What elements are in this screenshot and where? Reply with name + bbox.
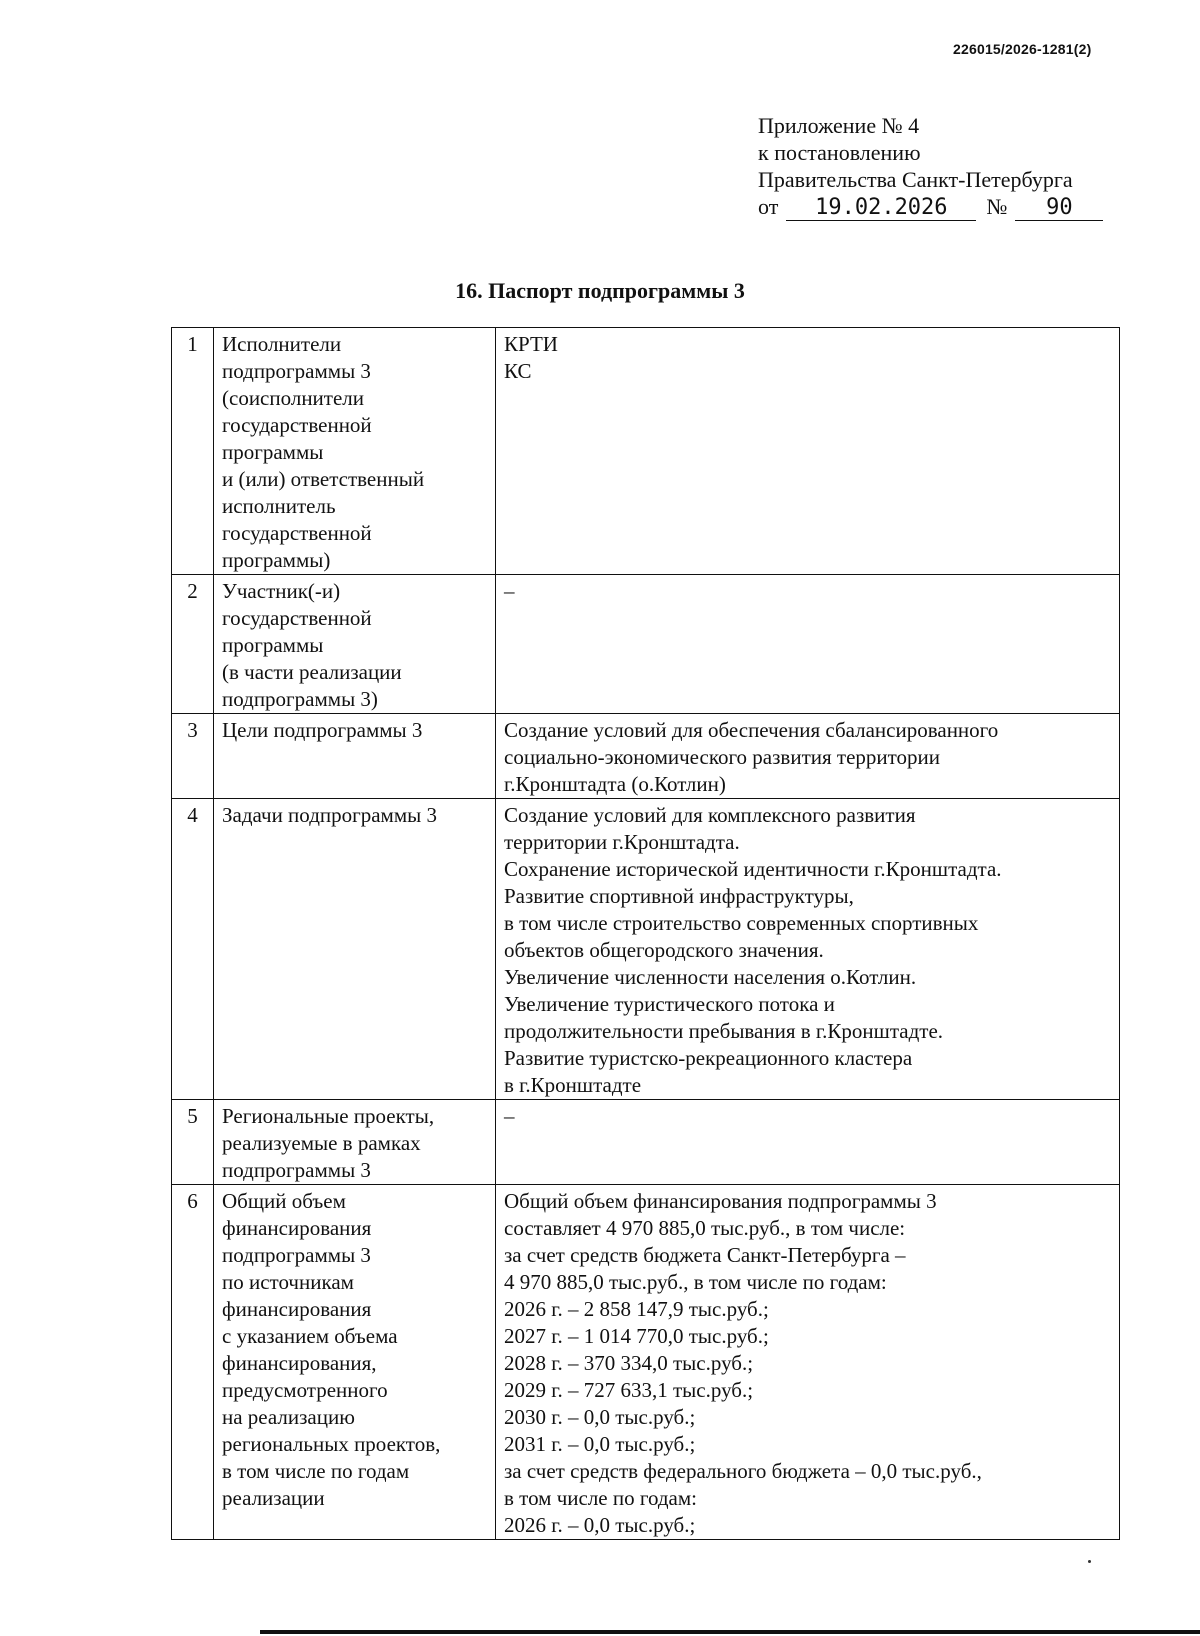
value-line: составляет 4 970 885,0 тыс.руб., в том числе: (504, 1216, 906, 1240)
row-label (214, 1185, 496, 1540)
label-line: подпрограммы 3 (222, 1158, 371, 1182)
appendix-line-1: Приложение № 4 (758, 113, 920, 138)
label-line: программы) (222, 548, 331, 572)
row-number: 1 (172, 328, 214, 575)
value-line: Создание условий для обеспечения сбалансированного (504, 718, 999, 742)
row-number: 5 (172, 1100, 214, 1185)
value-line: – (504, 1104, 515, 1128)
value-line: 2028 г. – 370 334,0 тыс.руб.; (504, 1351, 754, 1375)
label-line: подпрограммы 3) (222, 687, 378, 711)
label-line: реализуемые в рамках (222, 1131, 421, 1155)
value-line: Увеличение туристического потока и (504, 992, 835, 1016)
row-label (214, 799, 496, 1100)
value-line: КРТИ (504, 332, 558, 356)
row-label (214, 1100, 496, 1185)
label-line: региональных проектов, (222, 1432, 441, 1456)
value-line: 2029 г. – 727 633,1 тыс.руб.; (504, 1378, 754, 1402)
decree-number: 90 (1015, 196, 1103, 221)
value-line: социально-экономического развития территории (504, 745, 941, 769)
label-line: в том числе по годам (222, 1459, 410, 1483)
label-line: Исполнители (222, 332, 342, 356)
label-line: программы (222, 633, 324, 657)
value-line: 4 970 885,0 тыс.руб., в том числе по годам: (504, 1270, 887, 1294)
label-line: финансирования (222, 1216, 372, 1240)
appendix-header (758, 112, 1103, 221)
label-line: с указанием объема (222, 1324, 398, 1348)
row-label (214, 328, 496, 575)
label-line: Региональные проекты, (222, 1104, 435, 1128)
label-line: программы (222, 440, 324, 464)
label-line: финансирования (222, 1297, 372, 1321)
row-number: 6 (172, 1185, 214, 1540)
value-line: территории г.Кронштадта. (504, 830, 740, 854)
label-line: государственной (222, 606, 372, 630)
value-line: 2026 г. – 0,0 тыс.руб.; (504, 1513, 696, 1537)
value-line: за счет средств бюджета Санкт-Петербурга – (504, 1243, 906, 1267)
page-title: 16. Паспорт подпрограммы 3 (455, 278, 745, 303)
value-line: объектов общегородского значения. (504, 938, 824, 962)
value-line: Сохранение исторической идентичности г.Кронштадта. (504, 857, 1002, 881)
label-line: (соисполнители (222, 386, 365, 410)
row-number: 2 (172, 575, 214, 714)
row-value (496, 799, 1120, 1100)
table-row (172, 1100, 1120, 1185)
value-line: Создание условий для комплексного развития (504, 803, 916, 827)
label-line: и (или) ответственный (222, 467, 425, 491)
row-number: 3 (172, 714, 214, 799)
appendix-line-2: к постановлению (758, 140, 921, 165)
decree-date: 19.02.2026 (786, 196, 976, 221)
label-line: реализации (222, 1486, 325, 1510)
table-row (172, 1185, 1120, 1540)
number-label: № (986, 194, 1008, 219)
row-value (496, 1100, 1120, 1185)
value-line: Развитие спортивной инфраструктуры, (504, 884, 854, 908)
label-line: Общий объем (222, 1189, 346, 1213)
value-line: – (504, 579, 515, 603)
value-line: за счет средств федерального бюджета – 0,0 тыс.руб., (504, 1459, 982, 1483)
value-line: продолжительности пребывания в г.Кронштадте. (504, 1019, 944, 1043)
label-line: финансирования, (222, 1351, 377, 1375)
value-line: в г.Кронштадте (504, 1073, 642, 1097)
value-line: Общий объем финансирования подпрограммы 3 (504, 1189, 937, 1213)
row-value (496, 328, 1120, 575)
table-row (172, 714, 1120, 799)
table-row (172, 328, 1120, 575)
value-line: 2030 г. – 0,0 тыс.руб.; (504, 1405, 696, 1429)
row-number: 4 (172, 799, 214, 1100)
label-line: государственной (222, 521, 372, 545)
value-line: Увеличение численности населения о.Котлин. (504, 965, 917, 989)
row-value (496, 575, 1120, 714)
passport-rows (172, 328, 1120, 1540)
value-line: 2031 г. – 0,0 тыс.руб.; (504, 1432, 696, 1456)
value-line: 2027 г. – 1 014 770,0 тыс.руб.; (504, 1324, 769, 1348)
value-line: Развитие туристско-рекреационного кластера (504, 1046, 913, 1070)
label-line: подпрограммы 3 (222, 1243, 371, 1267)
label-line: на реализацию (222, 1405, 355, 1429)
label-line: Цели подпрограммы 3 (222, 718, 423, 742)
label-line: по источникам (222, 1270, 354, 1294)
label-line: Задачи подпрограммы 3 (222, 803, 437, 827)
label-line: (в части реализации (222, 660, 402, 684)
label-line: исполнитель (222, 494, 336, 518)
document-id: 226015/2026-1281(2) (953, 41, 1092, 57)
value-line: г.Кронштадта (о.Котлин) (504, 772, 726, 796)
from-label: от (758, 194, 779, 219)
label-line: государственной (222, 413, 372, 437)
scan-dot (1088, 1560, 1091, 1563)
label-line: подпрограммы 3 (222, 359, 371, 383)
row-value (496, 1185, 1120, 1540)
passport-table (171, 327, 1120, 1540)
row-label (214, 714, 496, 799)
label-line: Участник(-и) (222, 579, 341, 603)
appendix-date-line (758, 193, 1103, 221)
value-line: в том числе по годам: (504, 1486, 697, 1510)
table-row (172, 799, 1120, 1100)
label-line: предусмотренного (222, 1378, 388, 1402)
table-row (172, 575, 1120, 714)
appendix-line-3: Правительства Санкт-Петербурга (758, 167, 1073, 192)
row-value (496, 714, 1120, 799)
scan-edge-line (260, 1630, 1200, 1634)
row-label (214, 575, 496, 714)
value-line: в том числе строительство современных спортивных (504, 911, 979, 935)
value-line: КС (504, 359, 532, 383)
value-line: 2026 г. – 2 858 147,9 тыс.руб.; (504, 1297, 769, 1321)
